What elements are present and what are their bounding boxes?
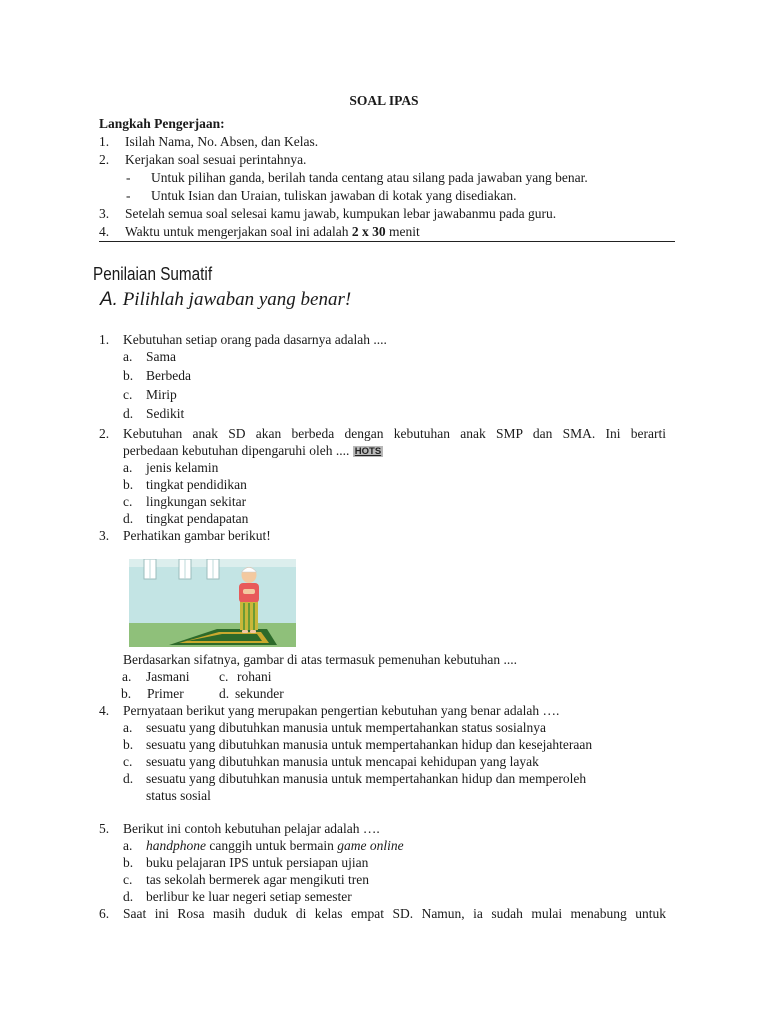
- option-text[interactable]: Jasmani: [146, 669, 190, 684]
- option-text[interactable]: tingkat pendapatan: [146, 511, 249, 526]
- step-text: Waktu untuk mengerjakan soal ini adalah: [125, 224, 352, 239]
- option-text[interactable]: [146, 838, 404, 854]
- step-duration: 2 x 30: [351, 224, 386, 239]
- option-text[interactable]: jenis kelamin: [146, 460, 219, 475]
- option-letter[interactable]: b.: [123, 855, 134, 870]
- question-number: 5.: [99, 821, 110, 836]
- option-text[interactable]: Primer: [147, 686, 184, 701]
- option-text[interactable]: sesuatu yang dibutuhkan manusia untuk mempertahankan hidup dan memperoleh: [146, 771, 587, 786]
- section-title: Penilaian Sumatif: [93, 264, 213, 284]
- option-letter[interactable]: a.: [123, 349, 133, 364]
- substep-text: Untuk Isian dan Uraian, tuliskan jawaban di kotak yang disediakan.: [151, 188, 517, 203]
- steps-heading: Langkah Pengerjaan:: [99, 116, 225, 131]
- option-letter[interactable]: b.: [123, 477, 134, 492]
- substep-dash: -: [126, 188, 131, 203]
- question-text: Berikut ini contoh kebutuhan pelajar adalah ….: [123, 821, 380, 836]
- option-text[interactable]: Berbeda: [146, 368, 191, 383]
- option-text[interactable]: tingkat pendidikan: [146, 477, 247, 492]
- substep-dash: -: [126, 170, 131, 185]
- option-text[interactable]: Mirip: [146, 387, 177, 402]
- option-letter[interactable]: b.: [123, 737, 134, 752]
- step-text-time: [125, 224, 420, 240]
- option-letter[interactable]: a.: [123, 720, 133, 735]
- question-text: Kebutuhan setiap orang pada dasarnya adalah ....: [123, 332, 387, 347]
- option-text[interactable]: sekunder: [235, 686, 284, 701]
- option-letter[interactable]: a.: [122, 669, 132, 684]
- page-title: SOAL IPAS: [349, 93, 419, 108]
- substep-text: Untuk pilihan ganda, berilah tanda centang atau silang pada jawaban yang benar.: [151, 170, 588, 185]
- part-instruction: Pilihlah jawaban yang benar!: [122, 289, 352, 310]
- option-text[interactable]: tas sekolah bermerek agar mengikuti tren: [146, 872, 370, 887]
- question-text: Pernyataan berikut yang merupakan pengertian kebutuhan yang benar adalah ….: [123, 703, 560, 718]
- option-text[interactable]: berlibur ke luar negeri setiap semester: [146, 889, 352, 904]
- option-text[interactable]: sesuatu yang dibutuhkan manusia untuk mempertahankan status sosialnya: [146, 720, 547, 735]
- step-number: 4.: [99, 224, 110, 239]
- option-letter[interactable]: c.: [219, 669, 229, 684]
- question-number: 1.: [99, 332, 110, 347]
- step-text: Setelah semua soal selesai kamu jawab, kumpukan lebar jawabanmu pada guru.: [125, 206, 557, 221]
- step-text: Kerjakan soal sesuai perintahnya.: [125, 152, 307, 167]
- option-letter[interactable]: a.: [123, 460, 133, 475]
- option-letter[interactable]: d.: [123, 511, 134, 526]
- option-text[interactable]: sesuatu yang dibutuhkan manusia untuk mempertahankan hidup dan kesejahteraan: [146, 737, 593, 752]
- step-number: 1.: [99, 134, 110, 149]
- option-letter[interactable]: d.: [123, 889, 134, 904]
- option-italic: game online: [337, 838, 404, 853]
- question-number: 4.: [99, 703, 110, 718]
- option-letter[interactable]: c.: [123, 754, 133, 769]
- step-number: 3.: [99, 206, 110, 221]
- hots-badge: HOTS: [354, 446, 382, 457]
- prayer-illustration-svg: [129, 559, 296, 647]
- option-letter[interactable]: d.: [123, 406, 134, 421]
- question-number: 2.: [99, 426, 110, 441]
- step-text: menit: [385, 224, 420, 239]
- part-title: [100, 289, 351, 311]
- option-text[interactable]: Sama: [146, 349, 176, 364]
- option-text[interactable]: sesuatu yang dibutuhkan manusia untuk mencapai kehidupan yang layak: [146, 754, 539, 769]
- option-letter[interactable]: b.: [121, 686, 132, 701]
- question-text: perbedaan kebutuhan dipengaruhi oleh ....: [123, 443, 350, 458]
- option-letter[interactable]: c.: [123, 872, 133, 887]
- prayer-illustration: [129, 559, 296, 647]
- question-number: 3.: [99, 528, 110, 543]
- step-text: Isilah Nama, No. Absen, dan Kelas.: [125, 134, 319, 149]
- option-letter[interactable]: c.: [123, 494, 133, 509]
- option-letter[interactable]: b.: [123, 368, 134, 383]
- option-letter[interactable]: d.: [219, 686, 230, 701]
- option-letter[interactable]: a.: [123, 838, 133, 853]
- option-text[interactable]: rohani: [237, 669, 272, 684]
- option-text-cont[interactable]: status sosial: [146, 788, 211, 803]
- option-text[interactable]: lingkungan sekitar: [146, 494, 247, 509]
- question-caption: Berdasarkan sifatnya, gambar di atas termasuk pemenuhan kebutuhan ....: [123, 652, 517, 667]
- step-number: 2.: [99, 152, 110, 167]
- option-text[interactable]: buku pelajaran IPS untuk persiapan ujian: [146, 855, 369, 870]
- option-italic: handphone: [146, 838, 206, 853]
- question-text: Kebutuhan anak SD akan berbeda dengan kebutuhan anak SMP dan SMA. Ini berarti: [123, 426, 666, 441]
- option-letter[interactable]: d.: [123, 771, 134, 786]
- option-text[interactable]: Sedikit: [146, 406, 185, 421]
- question-number: 6.: [99, 906, 110, 921]
- question-text: Saat ini Rosa masih duduk di kelas empat SD. Namun, ia sudah mulai menabung untuk: [123, 906, 666, 921]
- header-divider: [99, 241, 675, 242]
- question-text-line2: [123, 443, 383, 459]
- option-letter[interactable]: c.: [123, 387, 133, 402]
- question-text: Perhatikan gambar berikut!: [123, 528, 271, 543]
- option-text-mid: canggih untuk bermain: [206, 838, 338, 853]
- part-letter: A.: [100, 289, 118, 310]
